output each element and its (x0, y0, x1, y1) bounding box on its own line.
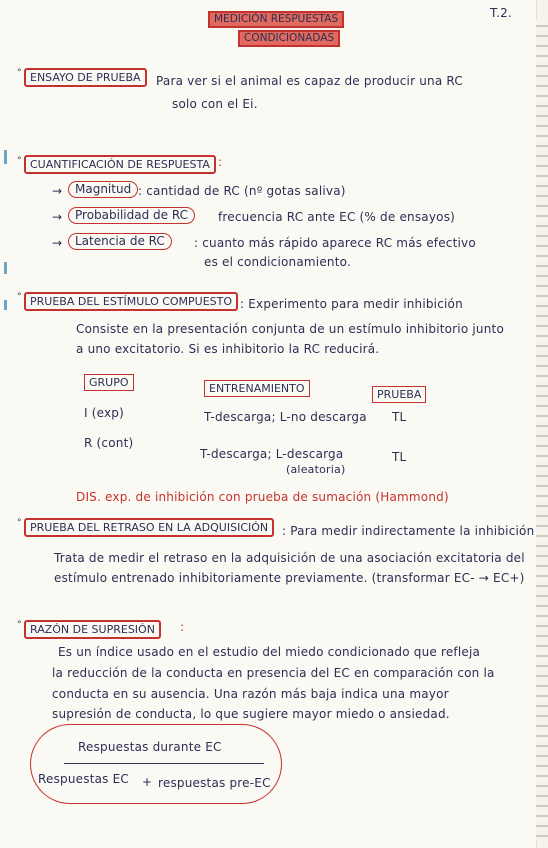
latencia-line2: es el condicionamiento. (204, 255, 351, 269)
formula-numerator: Respuestas durante EC (78, 740, 222, 754)
razon-text-line4: supresión de conducta, lo que sugiere mayor miedo o ansiedad. (52, 707, 450, 721)
table-cell-prueba: TL (392, 410, 407, 424)
retraso-text-line1: Trata de medir el retraso en la adquisición de una asociación excitatoria del (54, 551, 525, 565)
table-cell-entrenamiento: T-descarga; L-descarga (200, 447, 344, 461)
colon-mark: : (180, 620, 185, 634)
table-cell-grupo: R (cont) (84, 436, 134, 450)
term-probabilidad: Probabilidad de RC (68, 207, 195, 224)
bullet-icon: ° (17, 518, 22, 528)
razon-text-line2: la reducción de la conducta en presencia del EC en comparación con la (52, 666, 495, 680)
table-header-grupo: GRUPO (84, 374, 134, 391)
fraction-line (64, 763, 264, 764)
ensayo-text-line2: solo con el Ei. (172, 97, 258, 111)
page-number: T.2. (490, 6, 512, 20)
table-header-prueba: PRUEBA (372, 386, 426, 403)
retraso-subtitle: : Para medir indirectamente la inhibición (282, 524, 535, 538)
estimulo-compuesto-text-line2: a uno excitatorio. Si es inhibitorio la RC reducirá. (76, 342, 380, 356)
bullet-icon: ° (17, 620, 22, 630)
colon-mark: : (218, 155, 223, 169)
formula-denominator-b: respuestas pre-EC (158, 776, 271, 790)
arrow-icon: → (52, 236, 63, 250)
bullet-icon: ° (17, 68, 22, 78)
estimulo-compuesto-subtitle: : Experimento para medir inhibición (240, 297, 463, 311)
estimulo-compuesto-text-line1: Consiste en la presentación conjunta de un estímulo inhibitorio junto (76, 322, 504, 336)
section-heading-cuantificacion: CUANTIFICACIÓN DE RESPUESTA (24, 155, 216, 174)
razon-text-line3: conducta en su ausencia. Una razón más baja indica una mayor (52, 687, 449, 701)
razon-text-line1: Es un índice usado en el estudio del miedo condicionado que refleja (58, 645, 481, 659)
page-title-line2: CONDICIONADAS (238, 30, 340, 47)
section-heading-retraso: PRUEBA DEL RETRASO EN LA ADQUISICIÓN (24, 518, 274, 537)
section-heading-razon: RAZÓN DE SUPRESIÓN (24, 620, 161, 639)
definition-magnitud: : cantidad de RC (nº gotas saliva) (138, 184, 346, 198)
table-header-entrenamiento: ENTRENAMIENTO (204, 380, 310, 397)
arrow-icon: → (52, 184, 63, 198)
margin-mark (4, 150, 7, 164)
margin-mark (4, 262, 7, 274)
page-title-line1: MEDICIÓN RESPUESTAS (208, 11, 344, 28)
spiral-binding (536, 20, 548, 840)
table-cell-grupo: I (exp) (84, 406, 125, 420)
term-magnitud: Magnitud (68, 181, 138, 198)
bullet-icon: ° (17, 156, 22, 166)
margin-mark (4, 300, 7, 310)
bullet-icon: ° (17, 292, 22, 302)
table-cell-entrenamiento-sub: (aleatoria) (286, 463, 346, 476)
term-latencia: Latencia de RC (68, 233, 172, 250)
table-cell-entrenamiento: T-descarga; L-no descarga (204, 410, 367, 424)
formula-plus: + (142, 775, 153, 789)
section-heading-estimulo-compuesto: PRUEBA DEL ESTÍMULO COMPUESTO (24, 292, 238, 311)
estimulo-compuesto-note: DIS. exp. de inhibición con prueba de sumación (Hammond) (76, 490, 449, 504)
definition-latencia: : cuanto más rápido aparece RC más efectivo (194, 236, 476, 250)
table-cell-prueba: TL (392, 450, 407, 464)
section-heading-ensayo: ENSAYO DE PRUEBA (24, 68, 147, 87)
retraso-text-line2: estímulo entrenado inhibitoriamente previamente. (transformar EC- → EC+) (54, 571, 525, 585)
formula-cloud (30, 724, 282, 804)
definition-probabilidad: frecuencia RC ante EC (% de ensayos) (218, 210, 456, 224)
arrow-icon: → (52, 210, 63, 224)
ensayo-text-line1: Para ver si el animal es capaz de producir una RC (156, 74, 463, 88)
formula-denominator-a: Respuestas EC (38, 772, 129, 786)
